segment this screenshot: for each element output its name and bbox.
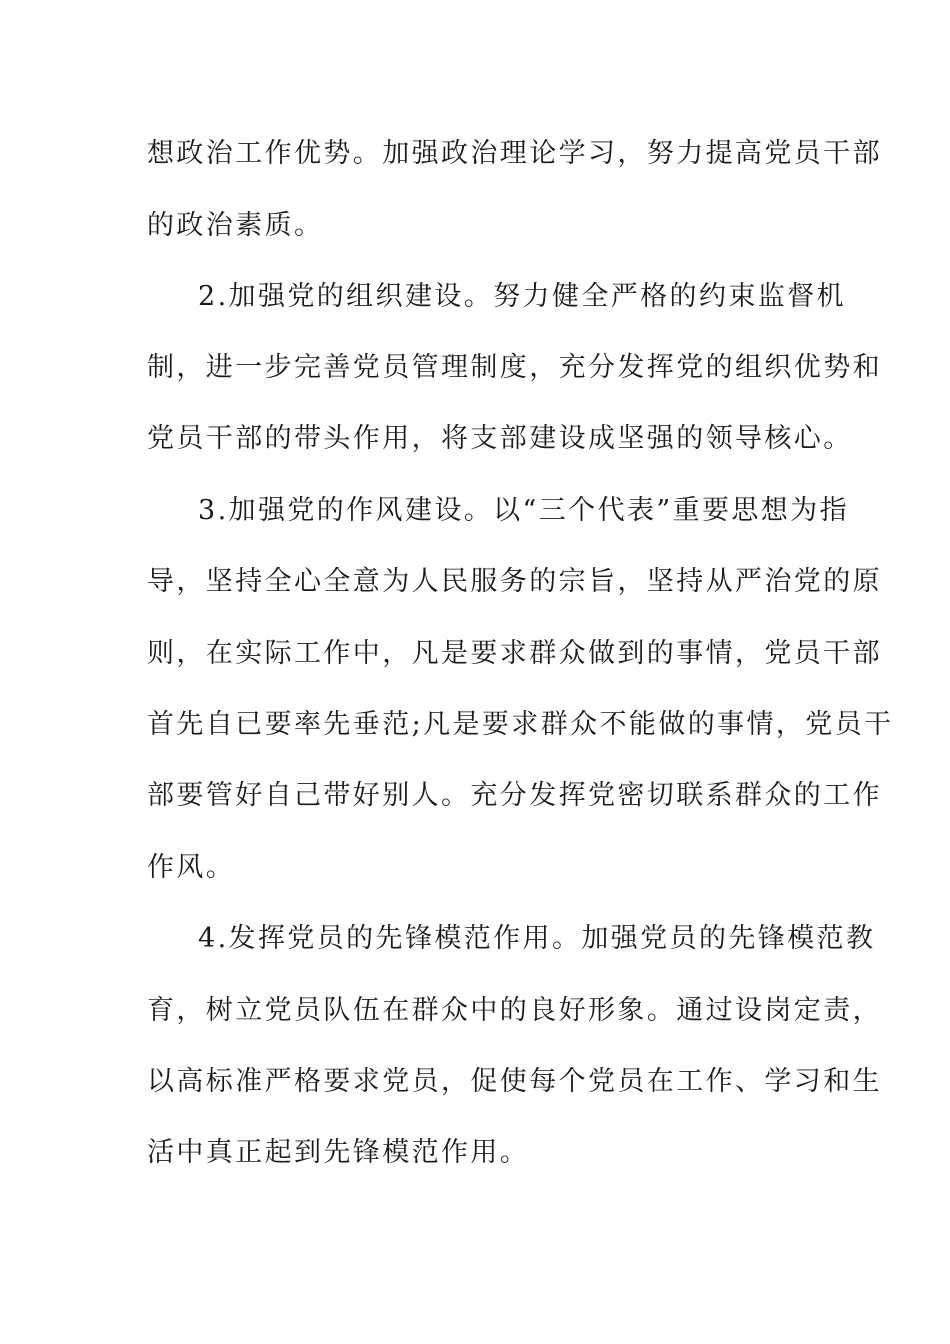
text-line: 作风。 [147, 852, 236, 883]
text-line: 活中真正起到先锋模范作用。 [147, 1137, 530, 1168]
text-line: 党员干部的带头作用，将支部建设成坚强的领导核心。 [147, 423, 853, 454]
text-line: 制，进一步完善党员管理制度，充分发挥党的组织优势和 [147, 352, 882, 383]
text-line: 以高标准严格要求党员，促使每个党员在工作、学习和生 [147, 1066, 882, 1097]
paragraph-start-line: 2.加强党的组织建设。努力健全严格的约束监督机 [198, 281, 846, 312]
text-line: 的政治素质。 [147, 210, 324, 241]
text-line: 部要管好自己带好别人。充分发挥党密切联系群众的工作 [147, 780, 882, 811]
text-line: 想政治工作优势。加强政治理论学习，努力提高党员干部 [147, 138, 882, 169]
text-line: 育，树立党员队伍在群众中的良好形象。通过设岗定责， [147, 995, 882, 1026]
text-line: 则，在实际工作中，凡是要求群众做到的事情，党员干部 [147, 638, 882, 669]
text-line: 导，坚持全心全意为人民服务的宗旨，坚持从严治党的原 [147, 566, 882, 597]
paragraph-start-line: 3.加强党的作风建设。以“三个代表”重要思想为指 [198, 495, 849, 526]
paragraph-start-line: 4.发挥党员的先锋模范作用。加强党员的先锋模范教 [198, 923, 876, 954]
text-line: 首先自已要率先垂范;凡是要求群众不能做的事情，党员干 [147, 709, 894, 740]
